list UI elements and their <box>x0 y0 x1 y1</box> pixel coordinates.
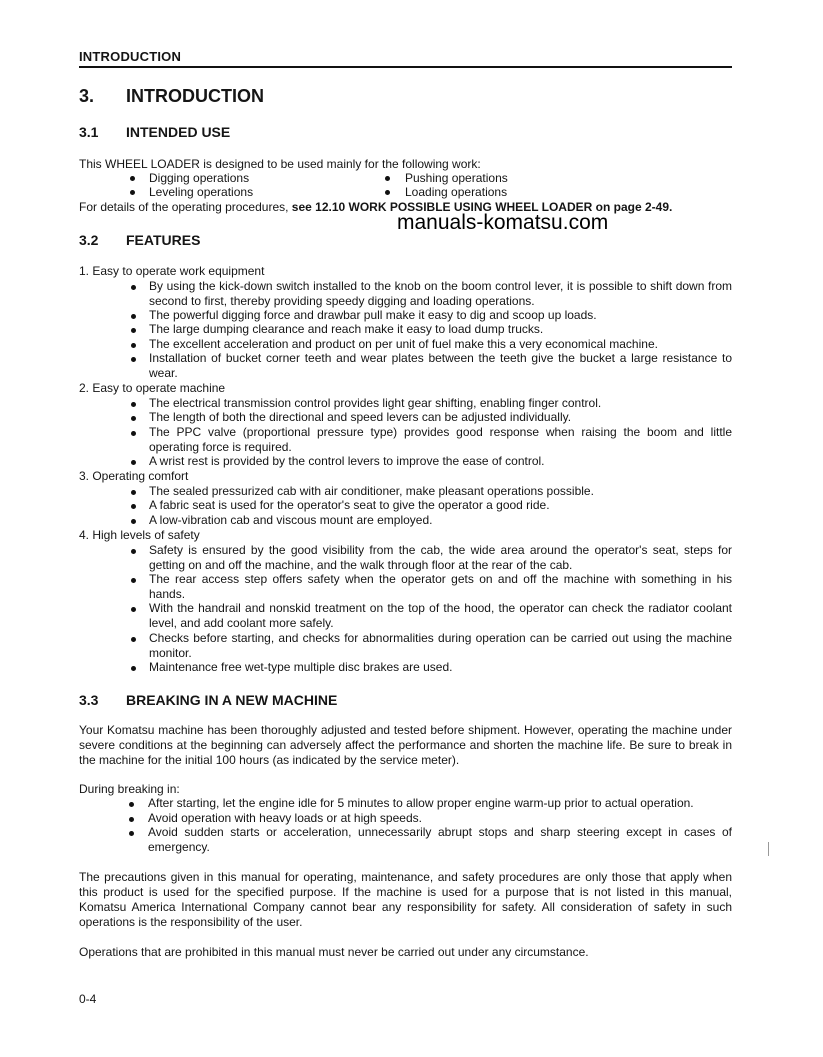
details-link: see 12.10 WORK POSSIBLE USING WHEEL LOADER on page 2-49. <box>291 200 673 214</box>
bullet-icon <box>131 666 136 671</box>
feature-group-label: 2. Easy to operate machine <box>79 381 226 395</box>
breaking-in-paragraph: Your Komatsu machine has been thoroughly adjusted and tested before shipment. However, operating the machine under severe conditions at the beginning can adversely affect the performance and shorten the machine life. Be sure to break in the machine for the initial 100 hours (as indicated by the service meter). <box>79 723 732 767</box>
bullet-icon <box>131 504 136 509</box>
running-header: INTRODUCTION <box>79 49 182 64</box>
page-number: 0-4 <box>79 992 97 1006</box>
bullet-icon <box>131 607 136 612</box>
feature-item: A wrist rest is provided by the control levers to improve the ease of control. <box>149 454 545 468</box>
bullet-icon <box>130 190 135 195</box>
feature-item: The excellent acceleration and product on per unit of fuel make this a very economical machine. <box>149 337 658 351</box>
breaking-in-item: After starting, let the engine idle for 5 minutes to allow proper engine warm-up prior to actual operation. <box>148 796 694 810</box>
bullet-icon <box>385 176 390 181</box>
feature-group-label: 4. High levels of safety <box>79 528 200 542</box>
bullet-icon <box>131 637 136 642</box>
feature-item: A low-vibration cab and viscous mount are employed. <box>149 513 433 527</box>
feature-item: Safety is ensured by the good visibility from the cab, the wide area around the operator's seat, steps for getting on and off the machine, and the walk through floor at the rear of the cab. <box>149 543 732 572</box>
feature-item: The powerful digging force and drawbar pull make it easy to dig and scoop up loads. <box>149 308 597 322</box>
prohibited-paragraph: Operations that are prohibited in this manual must never be carried out under any circumstance. <box>79 945 589 959</box>
precautions-paragraph: The precautions given in this manual for operating, maintenance, and safety procedures are only those that apply when this product is used for the specified purpose. If the machine is used for a purpose that is not listed in this manual, Komatsu America International Company cannot bear any responsibility for safety. All consideration of safety in such operations is the responsibility of the user. <box>79 870 732 929</box>
section-title-intended-use: INTENDED USE <box>126 124 231 140</box>
intended-use-intro: This WHEEL LOADER is designed to be used mainly for the following work: <box>79 157 481 171</box>
feature-item: The sealed pressurized cab with air conditioner, make pleasant operations possible. <box>149 484 594 498</box>
feature-item: The electrical transmission control provides light gear shifting, enabling finger control. <box>149 396 602 410</box>
chapter-title: INTRODUCTION <box>126 86 264 106</box>
section-number-features: 3.2 <box>79 232 99 248</box>
bullet-icon <box>129 817 134 822</box>
bullet-icon <box>131 357 136 362</box>
work-item: Loading operations <box>405 185 508 199</box>
bullet-icon <box>385 190 390 195</box>
bullet-icon <box>131 314 136 319</box>
feature-group-label: 1. Easy to operate work equipment <box>79 264 265 278</box>
feature-item: A fabric seat is used for the operator's seat to give the operator a good ride. <box>149 498 550 512</box>
bullet-icon <box>131 285 136 290</box>
bullet-icon <box>131 490 136 495</box>
feature-item: The large dumping clearance and reach make it easy to load dump trucks. <box>149 322 544 336</box>
feature-item: With the handrail and nonskid treatment on the top of the hood, the operator can check the radiator coolant level, and add coolant more safely. <box>149 601 732 630</box>
header-rule <box>79 66 732 68</box>
bullet-icon <box>130 176 135 181</box>
bullet-icon <box>131 549 136 554</box>
work-item: Leveling operations <box>149 185 254 199</box>
bullet-icon <box>131 343 136 348</box>
feature-item: The rear access step offers safety when the operator gets on and off the machine with something in his hands. <box>149 572 732 601</box>
section-title-features: FEATURES <box>126 232 201 248</box>
feature-group-label: 3. Operating comfort <box>79 469 189 483</box>
bullet-icon <box>131 578 136 583</box>
section-number-breaking-in: 3.3 <box>79 692 99 708</box>
details-prefix: For details of the operating procedures, <box>79 200 292 214</box>
margin-mark <box>768 842 769 856</box>
feature-item: Installation of bucket corner teeth and wear plates between the teeth give the bucket a large resistance to wear. <box>149 351 732 380</box>
bullet-icon <box>131 431 136 436</box>
section-number-intended-use: 3.1 <box>79 124 99 140</box>
bullet-icon <box>131 519 136 524</box>
breaking-in-item: Avoid operation with heavy loads or at high speeds. <box>148 811 422 825</box>
section-title-breaking-in: BREAKING IN A NEW MACHINE <box>126 692 338 708</box>
during-breaking-in-label: During breaking in: <box>79 782 180 796</box>
chapter-number: 3. <box>79 86 95 106</box>
bullet-icon <box>129 831 134 836</box>
watermark: manuals-komatsu.com <box>397 211 609 234</box>
feature-item: The PPC valve (proportional pressure type) provides good response when raising the boom and little operating force is required. <box>149 425 732 454</box>
breaking-in-item: Avoid sudden starts or acceleration, unnecessarily abrupt stops and sharp steering except in cases of emergency. <box>148 825 732 854</box>
feature-item: Checks before starting, and checks for abnormalities during operation can be carried out using the machine monitor. <box>149 631 732 660</box>
feature-item: Maintenance free wet-type multiple disc brakes are used. <box>149 660 453 674</box>
feature-item: The length of both the directional and speed levers can be adjusted individually. <box>149 410 572 424</box>
bullet-icon <box>131 460 136 465</box>
bullet-icon <box>131 402 136 407</box>
bullet-icon <box>129 802 134 807</box>
feature-item: By using the kick-down switch installed to the knob on the boom control lever, it is possible to shift down from second to first, thereby providing speedy digging and loading operations. <box>149 279 732 308</box>
bullet-icon <box>131 416 136 421</box>
bullet-icon <box>131 328 136 333</box>
work-item: Digging operations <box>149 171 250 185</box>
work-item: Pushing operations <box>405 171 508 185</box>
